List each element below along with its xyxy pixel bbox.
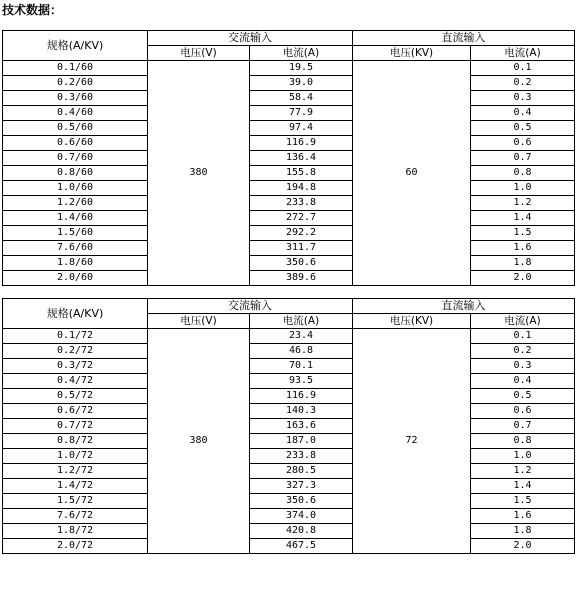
spec-cell: 0.4/72 — [3, 374, 148, 389]
spec-cell: 7.6/72 — [3, 509, 148, 524]
ac-current-cell: 280.5 — [250, 464, 353, 479]
table-row — [3, 329, 575, 344]
spec-cell: 0.3/60 — [3, 91, 148, 106]
ac-current-cell: 233.8 — [250, 449, 353, 464]
ac-current-cell: 58.4 — [250, 91, 353, 106]
dc-current-cell: 2.0 — [471, 271, 575, 286]
table-row — [3, 91, 575, 106]
table-row — [3, 449, 575, 464]
ac-current-cell: 77.9 — [250, 106, 353, 121]
dc-current-cell: 0.7 — [471, 151, 575, 166]
dc-voltage-header: 电压(KV) — [353, 46, 471, 61]
spec-cell: 0.8/60 — [3, 166, 148, 181]
dc-current-cell: 1.4 — [471, 479, 575, 494]
ac-current-cell: 467.5 — [250, 539, 353, 554]
dc-current-cell: 0.7 — [471, 419, 575, 434]
table-row — [3, 359, 575, 374]
ac-current-cell: 350.6 — [250, 494, 353, 509]
table-row — [3, 121, 575, 136]
dc-current-cell: 0.5 — [471, 389, 575, 404]
dc-voltage-cell: 60 — [353, 61, 471, 286]
ac-current-cell: 389.6 — [250, 271, 353, 286]
dc-current-cell: 1.8 — [471, 524, 575, 539]
dc-current-cell: 0.8 — [471, 434, 575, 449]
table-row — [3, 166, 575, 181]
table-row — [3, 374, 575, 389]
ac-input-header: 交流输入 — [148, 299, 353, 314]
dc-current-cell: 1.2 — [471, 464, 575, 479]
ac-voltage-header: 电压(V) — [148, 46, 250, 61]
spec-cell: 0.2/72 — [3, 344, 148, 359]
dc-current-cell: 1.6 — [471, 241, 575, 256]
dc-current-cell: 2.0 — [471, 539, 575, 554]
dc-current-cell: 0.1 — [471, 61, 575, 76]
spec-cell: 1.0/72 — [3, 449, 148, 464]
ac-current-cell: 327.3 — [250, 479, 353, 494]
dc-current-cell: 1.5 — [471, 494, 575, 509]
ac-current-header: 电流(A) — [250, 314, 353, 329]
dc-input-header: 直流输入 — [353, 31, 575, 46]
section-heading: 技术数据： — [2, 3, 63, 17]
ac-current-cell: 374.0 — [250, 509, 353, 524]
table-row — [3, 76, 575, 91]
ac-current-cell: 136.4 — [250, 151, 353, 166]
spec-column-header: 规格(A/KV) — [3, 299, 148, 329]
ac-current-cell: 350.6 — [250, 256, 353, 271]
spec-cell: 1.2/72 — [3, 464, 148, 479]
spec-cell: 0.2/60 — [3, 76, 148, 91]
dc-current-header: 电流(A) — [471, 314, 575, 329]
ac-current-cell: 93.5 — [250, 374, 353, 389]
spec-cell: 7.6/60 — [3, 241, 148, 256]
spec-cell: 0.4/60 — [3, 106, 148, 121]
table-row — [3, 226, 575, 241]
dc-voltage-header: 电压(KV) — [353, 314, 471, 329]
table-row — [3, 494, 575, 509]
ac-voltage-cell: 380 — [148, 329, 250, 554]
ac-current-cell: 163.6 — [250, 419, 353, 434]
ac-input-header: 交流输入 — [148, 31, 353, 46]
dc-current-cell: 0.3 — [471, 359, 575, 374]
spec-cell: 1.8/72 — [3, 524, 148, 539]
spec-cell: 1.8/60 — [3, 256, 148, 271]
ac-voltage-cell: 380 — [148, 61, 250, 286]
table-row — [3, 241, 575, 256]
dc-current-cell: 0.2 — [471, 344, 575, 359]
dc-current-cell: 1.0 — [471, 181, 575, 196]
table-row — [3, 106, 575, 121]
ac-current-cell: 116.9 — [250, 389, 353, 404]
table-row — [3, 509, 575, 524]
header-row-groups — [3, 299, 575, 314]
dc-input-header: 直流输入 — [353, 299, 575, 314]
spec-cell: 0.3/72 — [3, 359, 148, 374]
dc-current-cell: 0.2 — [471, 76, 575, 91]
spec-cell: 2.0/72 — [3, 539, 148, 554]
ac-current-header: 电流(A) — [250, 46, 353, 61]
table-row — [3, 136, 575, 151]
ac-current-cell: 23.4 — [250, 329, 353, 344]
dc-voltage-cell: 72 — [353, 329, 471, 554]
dc-current-cell: 0.4 — [471, 374, 575, 389]
dc-current-cell: 0.3 — [471, 91, 575, 106]
table-row — [3, 344, 575, 359]
table-row — [3, 181, 575, 196]
dc-current-cell: 1.4 — [471, 211, 575, 226]
dc-current-cell: 1.6 — [471, 509, 575, 524]
ac-current-cell: 46.8 — [250, 344, 353, 359]
ac-current-cell: 311.7 — [250, 241, 353, 256]
table-row — [3, 151, 575, 166]
dc-current-cell: 0.8 — [471, 166, 575, 181]
spec-cell: 0.5/60 — [3, 121, 148, 136]
table-row — [3, 196, 575, 211]
ac-current-cell: 97.4 — [250, 121, 353, 136]
spec-cell: 1.4/60 — [3, 211, 148, 226]
spec-cell: 0.1/72 — [3, 329, 148, 344]
table-row — [3, 419, 575, 434]
spec-cell: 0.5/72 — [3, 389, 148, 404]
ac-current-cell: 140.3 — [250, 404, 353, 419]
spec-cell: 0.6/60 — [3, 136, 148, 151]
dc-current-header: 电流(A) — [471, 46, 575, 61]
dc-current-cell: 0.6 — [471, 404, 575, 419]
table-row — [3, 404, 575, 419]
table-row — [3, 389, 575, 404]
dc-current-cell: 1.2 — [471, 196, 575, 211]
spec-cell: 2.0/60 — [3, 271, 148, 286]
ac-current-cell: 420.8 — [250, 524, 353, 539]
table-row — [3, 61, 575, 76]
header-row-groups — [3, 31, 575, 46]
ac-current-cell: 70.1 — [250, 359, 353, 374]
spec-table-72kv — [2, 298, 575, 554]
ac-current-cell: 39.0 — [250, 76, 353, 91]
spec-cell: 0.8/72 — [3, 434, 148, 449]
spec-cell: 1.2/60 — [3, 196, 148, 211]
spec-table-60kv — [2, 30, 575, 286]
spec-cell: 1.4/72 — [3, 479, 148, 494]
spec-cell: 1.5/60 — [3, 226, 148, 241]
spec-cell: 0.7/72 — [3, 419, 148, 434]
dc-current-cell: 0.4 — [471, 106, 575, 121]
table-row — [3, 524, 575, 539]
ac-current-cell: 19.5 — [250, 61, 353, 76]
table-row — [3, 464, 575, 479]
spec-cell: 1.5/72 — [3, 494, 148, 509]
dc-current-cell: 0.1 — [471, 329, 575, 344]
ac-current-cell: 116.9 — [250, 136, 353, 151]
table-row — [3, 271, 575, 286]
dc-current-cell: 1.8 — [471, 256, 575, 271]
ac-current-cell: 194.8 — [250, 181, 353, 196]
ac-current-cell: 272.7 — [250, 211, 353, 226]
table-row — [3, 434, 575, 449]
ac-current-cell: 187.0 — [250, 434, 353, 449]
spec-cell: 1.0/60 — [3, 181, 148, 196]
ac-current-cell: 155.8 — [250, 166, 353, 181]
spec-cell: 0.1/60 — [3, 61, 148, 76]
dc-current-cell: 1.5 — [471, 226, 575, 241]
table-row — [3, 256, 575, 271]
table-row — [3, 539, 575, 554]
spec-cell: 0.7/60 — [3, 151, 148, 166]
spec-cell: 0.6/72 — [3, 404, 148, 419]
dc-current-cell: 1.0 — [471, 449, 575, 464]
dc-current-cell: 0.5 — [471, 121, 575, 136]
table-row — [3, 479, 575, 494]
table-row — [3, 211, 575, 226]
ac-current-cell: 292.2 — [250, 226, 353, 241]
ac-voltage-header: 电压(V) — [148, 314, 250, 329]
ac-current-cell: 233.8 — [250, 196, 353, 211]
dc-current-cell: 0.6 — [471, 136, 575, 151]
spec-column-header: 规格(A/KV) — [3, 31, 148, 61]
